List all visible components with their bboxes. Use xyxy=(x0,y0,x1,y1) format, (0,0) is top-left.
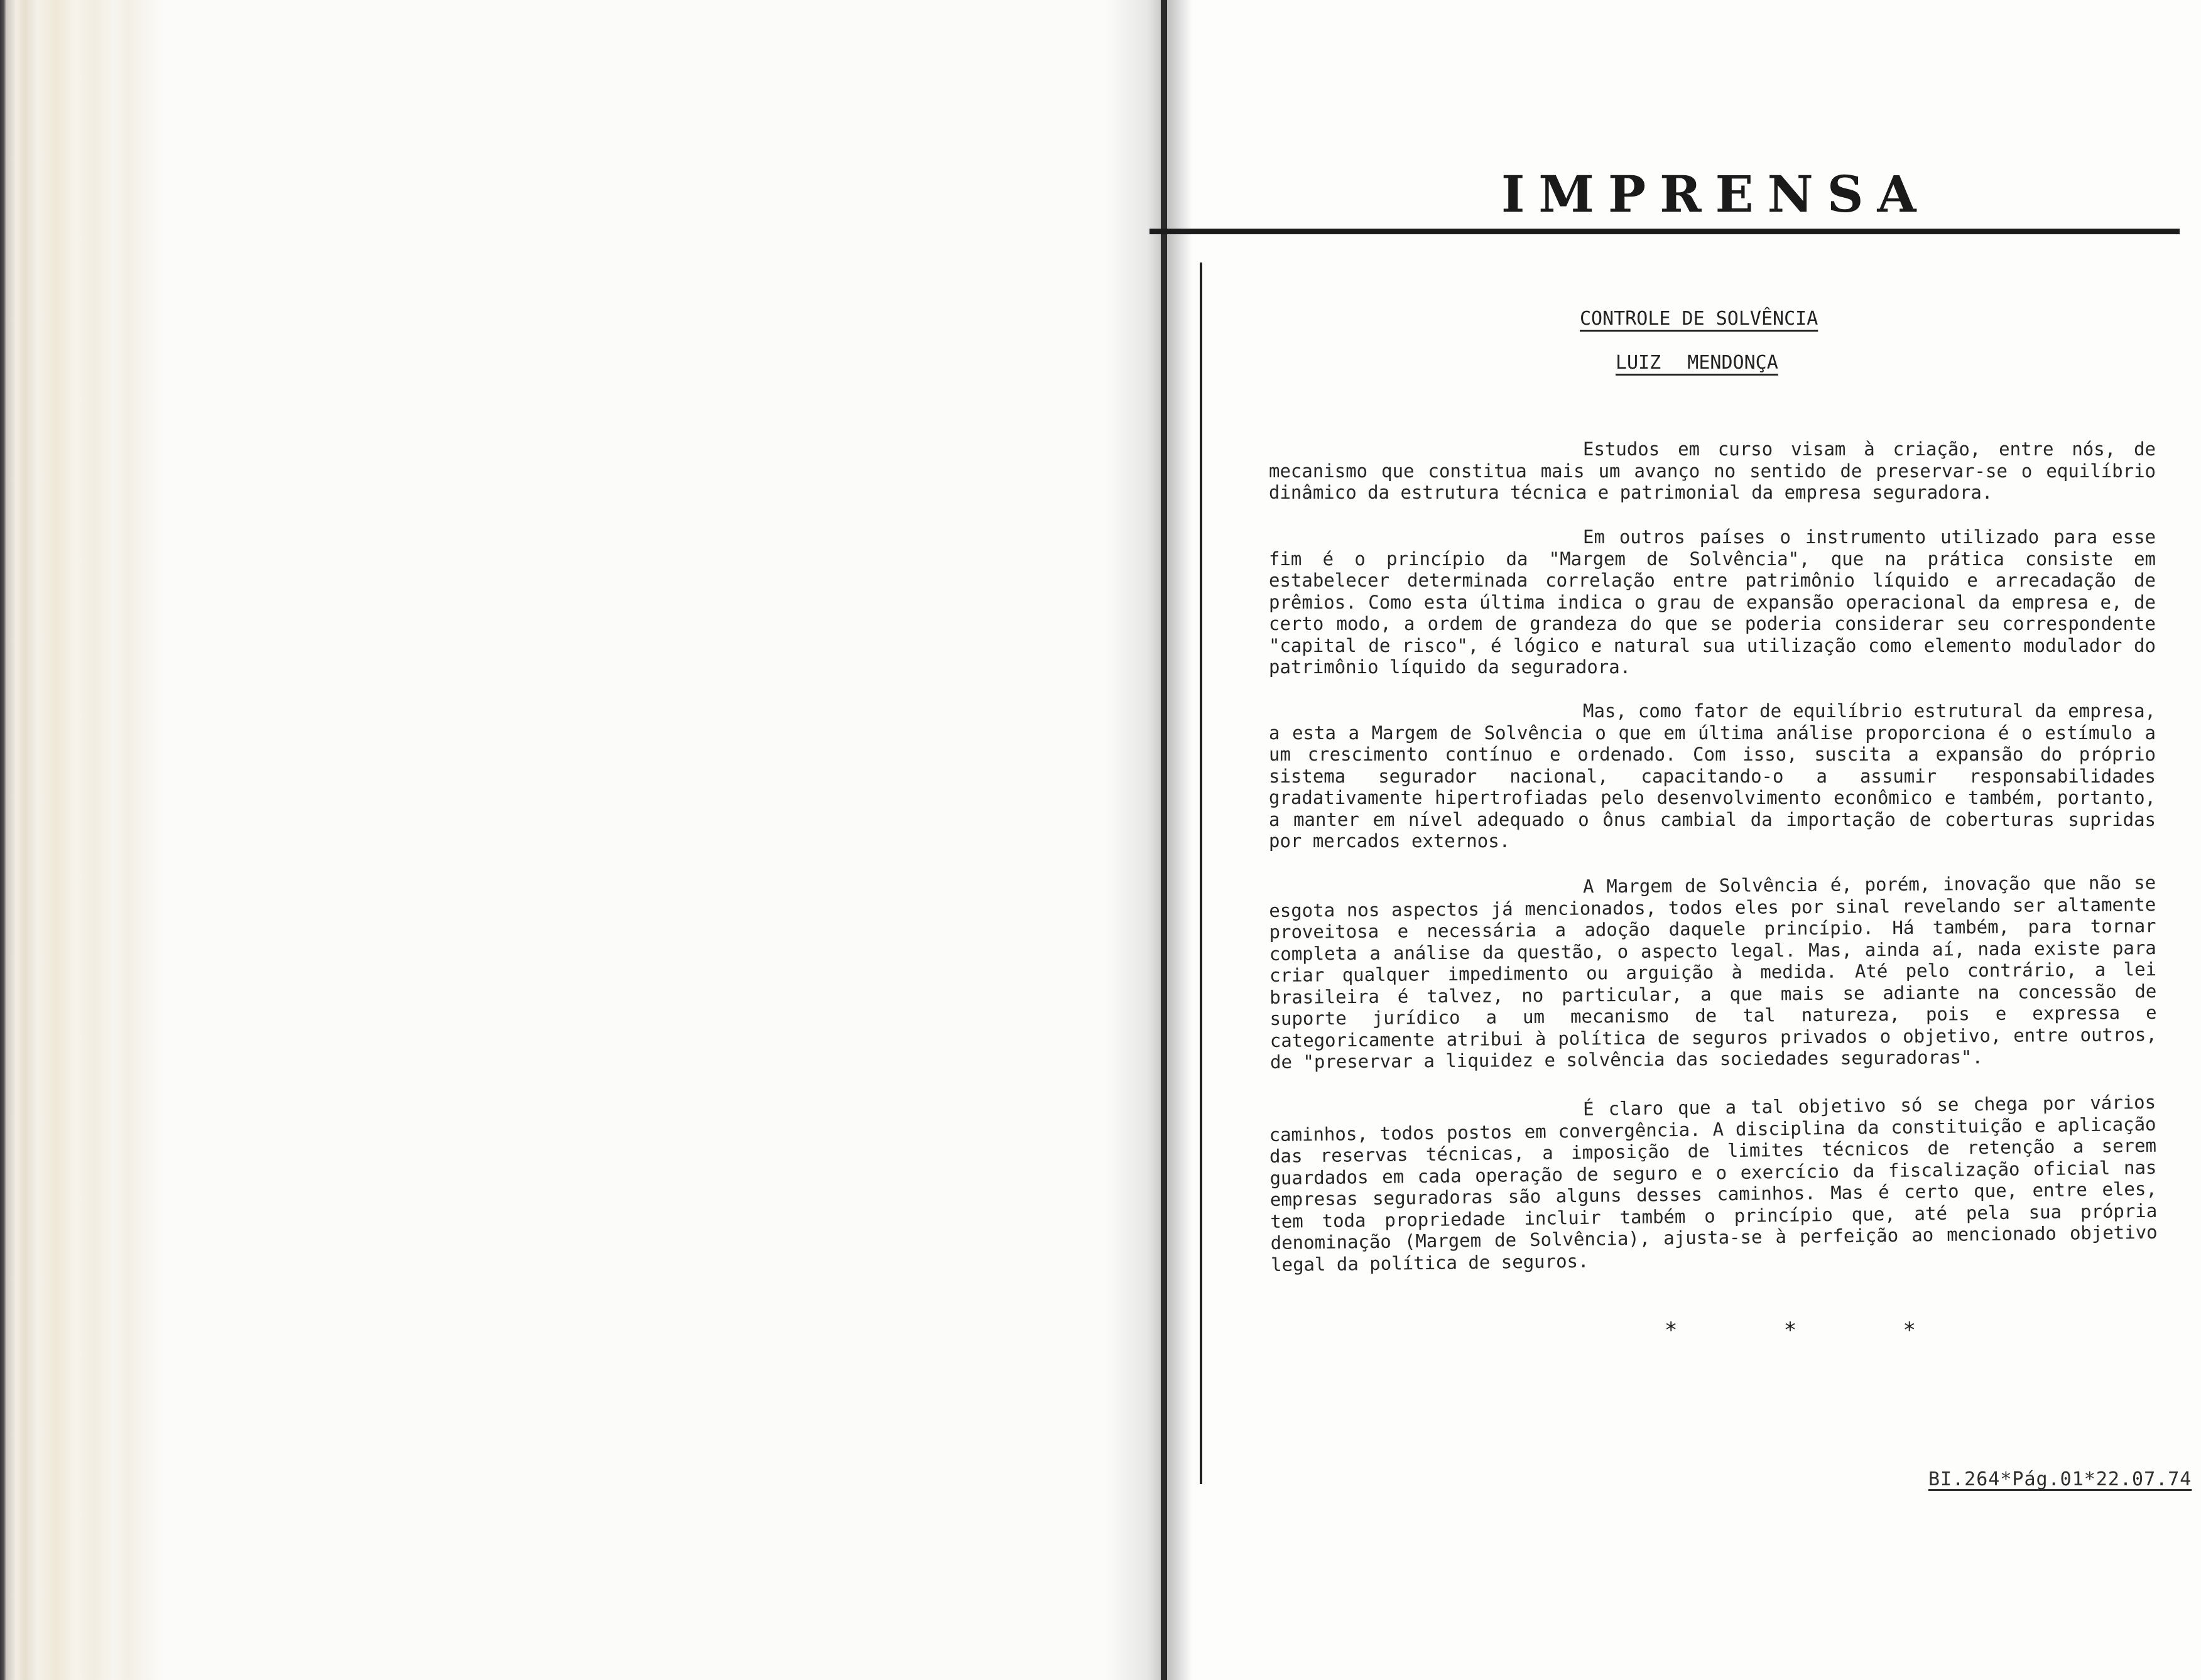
separator-star: * xyxy=(1903,1318,1916,1343)
masthead-title: IMPRENSA xyxy=(1501,165,1930,224)
article-title: CONTROLE DE SOLVÊNCIA xyxy=(1580,308,1818,330)
article-author: LUIZ MENDONÇA xyxy=(1616,352,1778,374)
paragraph: Mas, como fator de equilíbrio estrutural da empresa, a esta a Margem de Solvência o que em última análise proporciona é o estímulo a um crescimento contínuo e ordenado. Com isso, suscita a expansão do próprio sistema segurador nacional, capacitando-o a assumir responsabilidades gradativamente hipertrofiadas pelo desenvolvimento econômico e também, portanto, a manter em nível adequado o ônus cambial da importação de coberturas supridas por mercados externos. xyxy=(1269,700,2156,852)
margin-rule xyxy=(1200,263,1202,1484)
gutter-shadow-right xyxy=(1167,0,1192,1680)
separator-star: * xyxy=(1665,1318,1678,1343)
separator-star: * xyxy=(1783,1318,1797,1343)
section-separator xyxy=(1665,1318,1916,1343)
book-spine xyxy=(1161,0,1167,1680)
paragraph: Estudos em curso visam à criação, entre nós, de mecanismo que constitua mais um avanço no sentido de preservar-se o equilíbrio dinâmico da estrutura técnica e patrimonial da empresa seguradora. xyxy=(1269,438,2156,503)
paragraph: A Margem de Solvência é, porém, inovação que não se esgota nos aspectos já mencionados, todos eles por sinal revelando ser altamente proveitosa e necessária a adoção daquele princípio. Há também, para tornar completa a análise da questão, o aspecto legal. Mas, ainda aí, nada existe para criar qualquer impedimento ou arguição à medida. Até pelo contrário, a lei brasileira é talvez, no particular, a que mais se adiante na concessão de suporte jurídico a um mecanismo de tal natureza, pois e expressa e categoricamente atribui à política de seguros privados o objetivo, entre outros, de "preservar a liquidez e solvência das sociedades seguradoras". xyxy=(1269,872,2157,1073)
page-edges xyxy=(0,0,163,1680)
paragraph: É claro que a tal objetivo só se chega por vários caminhos, todos postos em convergência. A disciplina da constituição e aplicação das reservas técnicas, a imposição de limites técnicos de retenção a serem guardados em cada operação de seguro e o exercício da fiscalização oficial nas empresas seguradoras são alguns desses caminhos. Mas é certo que, entre eles, tem toda propriedade incluir também o princípio que, até pela sua própria denominação (Margem de Solvência), ajusta-se à perfeição ao mencionado objetivo legal da política de seguros. xyxy=(1269,1091,2158,1276)
paragraph: Em outros países o instrumento utilizado para esse fim é o princípio da "Margem de Solvência", que na prática consiste em estabelecer determinada correlação entre patrimônio líquido e arrecadação de prêmios. Como esta última indica o grau de expansão operacional da empresa e, de certo modo, a ordem de grandeza do que se poderia considerar seu correspondente "capital de risco", é lógico e natural sua utilização como elemento modulador do patrimônio líquido da seguradora. xyxy=(1269,526,2156,678)
masthead-rule xyxy=(1149,229,2180,234)
page-reference: BI.264*Pág.01*22.07.74 xyxy=(1928,1468,2192,1490)
